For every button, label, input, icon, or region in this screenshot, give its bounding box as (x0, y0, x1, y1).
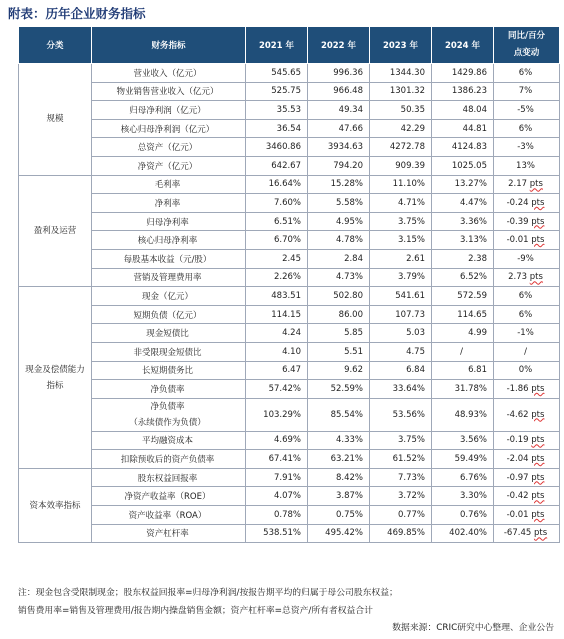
change-unit: pts (529, 272, 543, 283)
value-cell-y2024: 59.49% (432, 450, 494, 469)
change-unit: pts (531, 472, 545, 483)
table-row (19, 361, 560, 380)
value-cell-y2024: 13.27% (432, 175, 494, 194)
value-cell-y2021: 7.60% (246, 194, 308, 213)
table-row (19, 138, 560, 157)
value-cell-y2021: 35.53 (246, 101, 308, 120)
value-cell-y2023: 3.79% (370, 268, 432, 287)
value-cell-y2021: 0.78% (246, 506, 308, 525)
category-cell: 资本效率指标 (19, 468, 92, 542)
value-cell-y2021: 4.24 (246, 324, 308, 343)
value-cell-y2023: 3.75% (370, 431, 432, 450)
header-2022: 2022 年 (308, 27, 370, 64)
value-cell-y2022: 4.78% (308, 231, 370, 250)
change-cell: 6% (494, 64, 560, 83)
change-unit: pts (531, 383, 545, 394)
change-cell (494, 487, 560, 506)
header-2024: 2024 年 (432, 27, 494, 64)
value-cell-y2021: 545.65 (246, 64, 308, 83)
value-cell-y2023: 6.84 (370, 361, 432, 380)
value-cell-y2022: 5.51 (308, 342, 370, 361)
value-cell-y2021: 7.91% (246, 468, 308, 487)
value-cell-y2024: 2.38 (432, 249, 494, 268)
indicator-cell: 归母净利率 (92, 212, 246, 231)
table-row (19, 249, 560, 268)
header-indicator: 财务指标 (92, 27, 246, 64)
indicator-label: 净负债率 (150, 401, 185, 412)
value-cell-y2021: 6.70% (246, 231, 308, 250)
change-unit: pts (529, 179, 543, 190)
value-cell-y2024: 48.93% (432, 398, 494, 431)
value-cell-y2022: 495.42% (308, 524, 370, 543)
value-cell-y2023: 2.61 (370, 249, 432, 268)
value-cell-y2021: 4.69% (246, 431, 308, 450)
change-value: -2.04 (506, 454, 529, 465)
value-cell-y2021: 6.51% (246, 212, 308, 231)
value-cell-y2022: 4.33% (308, 431, 370, 450)
category-cell: 规模 (19, 64, 92, 176)
value-cell-y2024: 114.65 (432, 305, 494, 324)
table-row (19, 82, 560, 101)
value-cell-y2021: 57.42% (246, 380, 308, 399)
value-cell-y2022: 9.62 (308, 361, 370, 380)
table-row (19, 524, 560, 543)
value-cell-y2023: 50.35 (370, 101, 432, 120)
change-cell: 6% (494, 287, 560, 306)
change-cell: 6% (494, 119, 560, 138)
value-cell-y2023: 3.15% (370, 231, 432, 250)
value-cell-y2024: 4124.83 (432, 138, 494, 157)
value-cell-y2022: 49.34 (308, 101, 370, 120)
value-cell-y2022: 2.84 (308, 249, 370, 268)
indicator-sublabel: （永续债作为负债） (129, 417, 206, 428)
value-cell-y2023: 909.39 (370, 156, 432, 175)
value-cell-y2023: 3.72% (370, 487, 432, 506)
header-row (19, 27, 560, 64)
value-cell-y2024: 44.81 (432, 119, 494, 138)
value-cell-y2021: 67.41% (246, 450, 308, 469)
category-cell: 盈利及运营 (19, 175, 92, 287)
value-cell-y2022: 86.00 (308, 305, 370, 324)
change-unit: pts (531, 509, 545, 520)
value-cell-y2023: 11.10% (370, 175, 432, 194)
value-cell-y2023: 61.52% (370, 450, 432, 469)
table-row (19, 450, 560, 469)
indicator-cell: 归母净利润（亿元） (92, 101, 246, 120)
value-cell-y2022: 3934.63 (308, 138, 370, 157)
value-cell-y2024: 3.30% (432, 487, 494, 506)
value-cell-y2022: 3.87% (308, 487, 370, 506)
indicator-cell: 非受限现金短债比 (92, 342, 246, 361)
table-row (19, 380, 560, 399)
value-cell-y2021: 16.64% (246, 175, 308, 194)
value-cell-y2023: 4.75 (370, 342, 432, 361)
value-cell-y2022: 996.36 (308, 64, 370, 83)
value-cell-y2023: 7.73% (370, 468, 432, 487)
change-unit: pts (531, 409, 545, 420)
change-value: -0.01 (506, 235, 529, 246)
indicator-cell: 净资产收益率（ROE） (92, 487, 246, 506)
value-cell-y2021: 2.45 (246, 249, 308, 268)
footnote-line-2: 销售费用率=销售及管理费用/报告期内操盘销售金额；资产杠杆率=总资产/所有者权益合计 (18, 606, 373, 616)
table-row (19, 231, 560, 250)
change-cell (494, 506, 560, 525)
value-cell-y2024: / (432, 342, 494, 361)
table-row (19, 212, 560, 231)
indicator-cell: 物业销售营业收入（亿元） (92, 82, 246, 101)
value-cell-y2024: 3.56% (432, 431, 494, 450)
value-cell-y2022: 63.21% (308, 450, 370, 469)
footnote-line-1: 注：现金包含受限制现金；股东权益回报率=归母净利润/按报告期平均的归属于母公司股东权益； (18, 588, 398, 598)
value-cell-y2024: 3.36% (432, 212, 494, 231)
change-cell (494, 194, 560, 213)
category-cell: 现金及偿债能力指标 (19, 287, 92, 469)
change-unit: pts (533, 528, 548, 539)
change-value: -1.86 (506, 383, 529, 394)
change-unit: pts (531, 216, 545, 227)
value-cell-y2023: 0.77% (370, 506, 432, 525)
change-cell: -5% (494, 101, 560, 120)
change-cell (494, 380, 560, 399)
data-source: 数据来源：CRIC研究中心整理、企业公告 (392, 623, 554, 633)
change-value: -4.62 (506, 409, 529, 420)
change-value: -0.24 (506, 197, 529, 208)
value-cell-y2024: 0.76% (432, 506, 494, 525)
table-row (19, 324, 560, 343)
change-cell: 6% (494, 305, 560, 324)
change-value: -0.97 (506, 472, 529, 483)
value-cell-y2022: 4.95% (308, 212, 370, 231)
value-cell-y2024: 572.59 (432, 287, 494, 306)
table-row (19, 468, 560, 487)
value-cell-y2023: 3.75% (370, 212, 432, 231)
value-cell-y2022: 966.48 (308, 82, 370, 101)
change-cell: 13% (494, 156, 560, 175)
change-cell (494, 398, 560, 431)
table-title: 附表：历年企业财务指标 (8, 6, 146, 21)
change-value: -0.01 (506, 509, 529, 520)
financial-indicators-table (18, 26, 560, 543)
indicator-cell: 每股基本收益（元/股） (92, 249, 246, 268)
indicator-cell: 平均融资成本 (92, 431, 246, 450)
value-cell-y2023: 53.56% (370, 398, 432, 431)
indicator-cell: 净利率 (92, 194, 246, 213)
table-row (19, 287, 560, 306)
value-cell-y2023: 469.85% (370, 524, 432, 543)
indicator-cell: 核心归母净利润（亿元） (92, 119, 246, 138)
change-unit: pts (531, 197, 545, 208)
table-row (19, 342, 560, 361)
table-row (19, 398, 560, 431)
value-cell-y2024: 1429.86 (432, 64, 494, 83)
value-cell-y2021: 642.67 (246, 156, 308, 175)
change-cell (494, 212, 560, 231)
value-cell-y2024: 48.04 (432, 101, 494, 120)
change-cell: 7% (494, 82, 560, 101)
change-unit: pts (531, 435, 545, 446)
table-row (19, 194, 560, 213)
indicator-cell: 短期负债（亿元） (92, 305, 246, 324)
value-cell-y2021: 538.51% (246, 524, 308, 543)
header-2023: 2023 年 (370, 27, 432, 64)
value-cell-y2021: 114.15 (246, 305, 308, 324)
indicator-cell: 营业收入（亿元） (92, 64, 246, 83)
change-value: -0.19 (506, 435, 529, 446)
change-cell: / (494, 342, 560, 361)
value-cell-y2021: 4.07% (246, 487, 308, 506)
change-value: 2.17 (508, 179, 528, 190)
change-cell (494, 175, 560, 194)
indicator-cell: 总资产（亿元） (92, 138, 246, 157)
indicator-cell: 资产收益率（ROA） (92, 506, 246, 525)
indicator-cell: 营销及管理费用率 (92, 268, 246, 287)
indicator-cell: 股东权益回报率 (92, 468, 246, 487)
indicator-cell: 长短期债务比 (92, 361, 246, 380)
value-cell-y2022: 15.28% (308, 175, 370, 194)
change-cell (494, 524, 560, 543)
value-cell-y2024: 1386.23 (432, 82, 494, 101)
change-cell (494, 431, 560, 450)
indicator-cell: 资产杠杆率 (92, 524, 246, 543)
value-cell-y2024: 6.76% (432, 468, 494, 487)
indicator-cell: 毛利率 (92, 175, 246, 194)
change-cell (494, 468, 560, 487)
table-row (19, 119, 560, 138)
indicator-cell: 现金短债比 (92, 324, 246, 343)
table-row (19, 506, 560, 525)
table-row (19, 101, 560, 120)
value-cell-y2023: 1344.30 (370, 64, 432, 83)
value-cell-y2023: 107.73 (370, 305, 432, 324)
table-row (19, 64, 560, 83)
value-cell-y2024: 6.81 (432, 361, 494, 380)
value-cell-y2022: 47.66 (308, 119, 370, 138)
value-cell-y2024: 4.47% (432, 194, 494, 213)
change-unit: pts (531, 454, 545, 465)
value-cell-y2021: 36.54 (246, 119, 308, 138)
value-cell-y2021: 525.75 (246, 82, 308, 101)
table-row (19, 305, 560, 324)
table-row (19, 175, 560, 194)
change-value: -0.39 (506, 216, 529, 227)
value-cell-y2023: 5.03 (370, 324, 432, 343)
value-cell-y2024: 1025.05 (432, 156, 494, 175)
change-unit: pts (531, 491, 545, 502)
value-cell-y2021: 6.47 (246, 361, 308, 380)
value-cell-y2024: 4.99 (432, 324, 494, 343)
table-row (19, 431, 560, 450)
value-cell-y2022: 5.85 (308, 324, 370, 343)
value-cell-y2021: 2.26% (246, 268, 308, 287)
indicator-cell (92, 398, 246, 431)
value-cell-y2022: 52.59% (308, 380, 370, 399)
change-value: -0.42 (506, 491, 529, 502)
value-cell-y2023: 4272.78 (370, 138, 432, 157)
change-unit: pts (531, 235, 545, 246)
value-cell-y2023: 4.71% (370, 194, 432, 213)
indicator-cell: 净资产（亿元） (92, 156, 246, 175)
change-cell (494, 450, 560, 469)
value-cell-y2022: 8.42% (308, 468, 370, 487)
value-cell-y2024: 402.40% (432, 524, 494, 543)
value-cell-y2022: 794.20 (308, 156, 370, 175)
value-cell-y2021: 3460.86 (246, 138, 308, 157)
header-change: 同比/百分点变动 (494, 27, 560, 64)
change-cell: -9% (494, 249, 560, 268)
value-cell-y2022: 502.80 (308, 287, 370, 306)
value-cell-y2023: 541.61 (370, 287, 432, 306)
value-cell-y2024: 31.78% (432, 380, 494, 399)
table-body (19, 64, 560, 543)
value-cell-y2024: 6.52% (432, 268, 494, 287)
change-value: 2.73 (508, 272, 528, 283)
indicator-cell: 扣除预收后的资产负债率 (92, 450, 246, 469)
value-cell-y2022: 4.73% (308, 268, 370, 287)
value-cell-y2022: 5.58% (308, 194, 370, 213)
change-cell: -3% (494, 138, 560, 157)
change-cell: -1% (494, 324, 560, 343)
table-row (19, 268, 560, 287)
value-cell-y2021: 483.51 (246, 287, 308, 306)
change-cell (494, 231, 560, 250)
value-cell-y2021: 103.29% (246, 398, 308, 431)
indicator-cell: 核心归母净利率 (92, 231, 246, 250)
value-cell-y2023: 1301.32 (370, 82, 432, 101)
table-row (19, 487, 560, 506)
value-cell-y2021: 4.10 (246, 342, 308, 361)
indicator-cell: 净负债率 (92, 380, 246, 399)
indicator-cell: 现金（亿元） (92, 287, 246, 306)
value-cell-y2022: 0.75% (308, 506, 370, 525)
table-row (19, 156, 560, 175)
value-cell-y2023: 33.64% (370, 380, 432, 399)
header-category: 分类 (19, 27, 92, 64)
header-2021: 2021 年 (246, 27, 308, 64)
change-value: -67.45 (503, 528, 532, 539)
change-cell (494, 268, 560, 287)
value-cell-y2022: 85.54% (308, 398, 370, 431)
value-cell-y2023: 42.29 (370, 119, 432, 138)
change-cell: 0% (494, 361, 560, 380)
value-cell-y2024: 3.13% (432, 231, 494, 250)
